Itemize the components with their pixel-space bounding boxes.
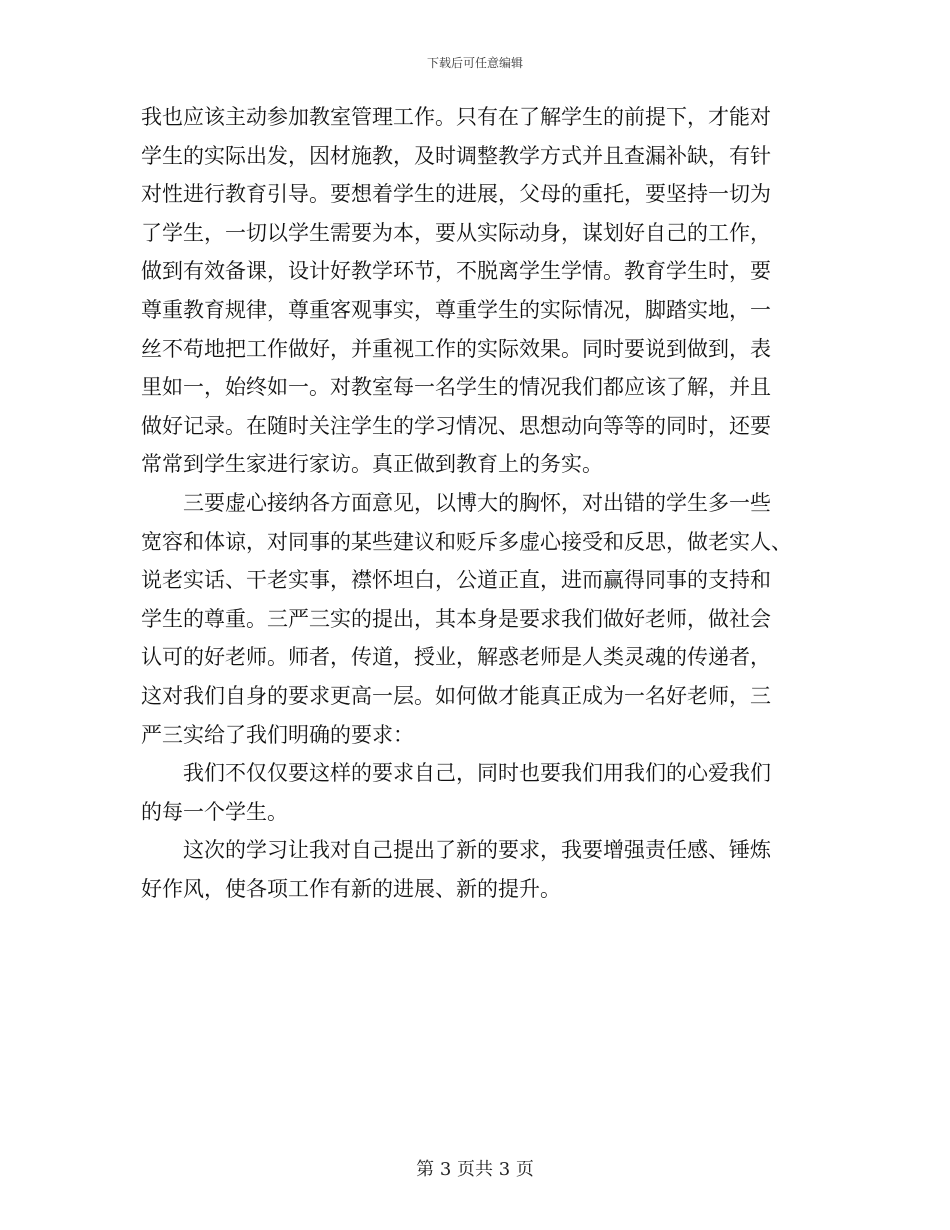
page-header: 下载后可任意编辑 <box>426 56 523 70</box>
document-body <box>141 98 821 908</box>
text-line: 做到有效备课，设计好教学环节，不脱离学生学情。教育学生时，要 <box>141 259 771 284</box>
text-line: 常常到学生家进行家访。真正做到教育上的务实。 <box>141 452 603 477</box>
text-line: 尊重教育规律，尊重客观事实，尊重学生的实际情况，脚踏实地，一 <box>141 297 771 322</box>
paragraph-4 <box>141 831 821 908</box>
text-line: 里如一，始终如一。对教室每一名学生的情况我们都应该了解，并且 <box>141 375 771 400</box>
text-line: 我也应该主动参加教室管理工作。只有在了解学生的前提下，才能对 <box>141 105 771 129</box>
page-footer: 第 3 页共 3 页 <box>416 1159 534 1180</box>
text-line: 说老实话、干老实事，襟怀坦白，公道正直，进而赢得同事的支持和 <box>141 568 771 593</box>
text-line: 好作风，使各项工作有新的进展、新的提升。 <box>141 876 561 901</box>
text-line: 丝不苟地把工作做好，并重视工作的实际效果。同时要说到做到，表 <box>141 336 771 361</box>
text-line: 认可的好老师。师者，传道，授业，解惑老师是人类灵魂的传递者， <box>141 645 771 670</box>
text-line: 对性进行教育引导。要想着学生的进展，父母的重托，要坚持一切为 <box>141 182 771 207</box>
text-line: 严三实给了我们明确的要求： <box>141 722 414 747</box>
paragraph-3 <box>141 754 821 831</box>
text-line: 学生的实际出发，因材施教，及时调整教学方式并且查漏补缺，有针 <box>141 143 771 168</box>
text-line: 了学生，一切以学生需要为本，要从实际动身，谋划好自己的工作， <box>141 220 771 245</box>
paragraph-2 <box>141 484 821 754</box>
text-line: 学生的尊重。三严三实的提出，其本身是要求我们做好老师，做社会 <box>141 606 771 631</box>
text-line: 做好记录。在随时关注学生的学习情况、思想动向等等的同时，还要 <box>141 413 771 438</box>
text-line: 我们不仅仅要这样的要求自己，同时也要我们用我们的心爱我们 <box>183 761 771 786</box>
text-line: 的每一个学生。 <box>141 799 288 824</box>
text-line: 三要虚心接纳各方面意见，以博大的胸怀，对出错的学生多一些 <box>183 490 771 515</box>
paragraph-1 <box>141 98 821 484</box>
text-line: 这对我们自身的要求更高一层。如何做才能真正成为一名好老师，三 <box>141 683 771 708</box>
text-line: 这次的学习让我对自己提出了新的要求，我要增强责任感、锤炼 <box>183 838 771 863</box>
text-line: 宽容和体谅，对同事的某些建议和贬斥多虚心接受和反思，做老实人、 <box>141 529 792 554</box>
